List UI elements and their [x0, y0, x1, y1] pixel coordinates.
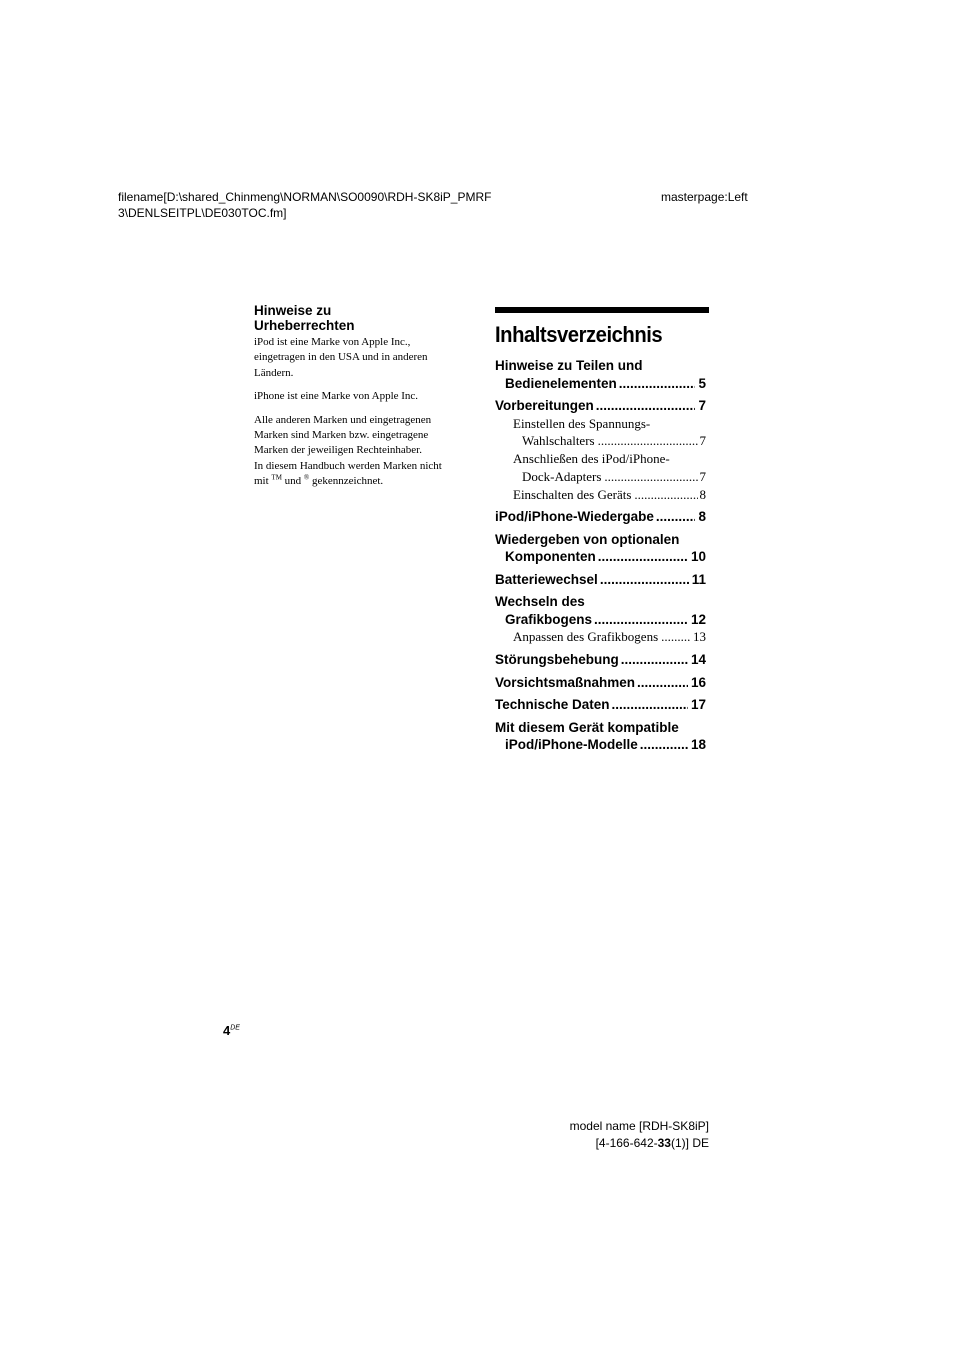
toc-entry-vorsichtsmassnahmen[interactable]: [495, 674, 706, 692]
toc-entry-text: Dock-Adapters: [522, 468, 602, 484]
notice-line: eingetragen in den USA und in anderen: [254, 351, 428, 364]
toc-entry-line: [495, 736, 706, 754]
toc-entry-text: Mit diesem Gerät kompatible: [495, 719, 679, 735]
notice-line: In diesem Handbuch werden Marken nicht: [254, 459, 442, 472]
toc-leader-dots: [598, 548, 688, 566]
toc-leader-dots: [598, 432, 698, 450]
toc-leader-dots: [634, 486, 697, 504]
toc-entry-line: [495, 674, 706, 692]
toc-entry-line: [513, 486, 706, 504]
toc-entry-text: Störungsbehebung: [495, 652, 619, 668]
toc-entry-text: iPod/iPhone-Wiedergabe: [495, 509, 654, 525]
toc-leader-dots: [619, 375, 696, 393]
trademark-symbol: TM: [271, 473, 282, 482]
toc-leader-dots: [596, 397, 696, 415]
toc-title-rule: [495, 307, 709, 313]
toc-entry-wiedergabe[interactable]: [495, 508, 706, 526]
toc-page-number: 12: [690, 611, 706, 627]
toc-page-number: 7: [699, 468, 706, 484]
notice-word: und: [284, 475, 302, 488]
toc-page-number: 8: [699, 486, 706, 502]
toc-subentry-dock-adapter[interactable]: [495, 450, 706, 486]
toc-entry-line: [495, 651, 706, 669]
toc-page-number: 7: [698, 398, 706, 413]
toc-entry-optionale-komponenten[interactable]: [495, 531, 706, 566]
folio-language-suffix: DE: [230, 1024, 240, 1032]
toc-entry-text: Grafikbogens: [505, 611, 593, 627]
notice-line: Alle anderen Marken und eingetragenen: [254, 413, 432, 426]
toc-entry-text: Anpassen des Grafikbogens: [513, 629, 659, 645]
footer-part-number: [540, 1135, 709, 1152]
notice-line: [254, 474, 464, 489]
toc-entry-stoerungsbehebung[interactable]: [495, 651, 706, 669]
notice-line: Marken sind Marken bzw. eingetragene: [254, 429, 429, 442]
toc-entry-grafikbogen[interactable]: [495, 593, 706, 628]
toc-entry-text: Hinweise zu Teilen und: [495, 358, 643, 373]
toc-leader-dots: [656, 508, 696, 526]
toc-subentry-spannungswahlschalter[interactable]: [495, 415, 706, 451]
toc-entry-vorbereitungen[interactable]: [495, 397, 706, 415]
toc-entry-text: Wiedergeben von optionalen: [495, 531, 680, 547]
notice-paragraph-iphone: [254, 389, 464, 404]
footer-part-suffix: (1)] DE: [670, 1135, 709, 1150]
toc-title: Inhaltsverzeichnis: [495, 322, 663, 347]
toc-entry-text: Anschließen des iPod/iPhone-: [513, 451, 670, 467]
toc-entry-text: Einschalten des Geräts: [513, 486, 632, 502]
toc-entry-hinweise[interactable]: [495, 357, 706, 392]
toc-leader-dots: [594, 611, 688, 629]
toc-leader-dots: [621, 651, 688, 669]
toc-leader-dots: [637, 674, 688, 692]
toc-leader-dots: [661, 628, 691, 646]
toc-leader-dots: [600, 571, 689, 589]
toc-list: [495, 357, 709, 754]
toc-entry-text: Wechseln des: [495, 594, 585, 610]
toc-entry-text: Vorbereitungen: [495, 398, 594, 413]
toc-page-number: 14: [690, 652, 706, 668]
header-filename-line2: 3\DENLSEITPL\DE030TOC.fm]: [118, 206, 287, 220]
toc-entry-text: Wahlschalters: [522, 433, 595, 449]
copyright-notice: [254, 303, 464, 498]
toc-entry-line: [495, 548, 706, 566]
toc-entry-line: [495, 611, 706, 629]
toc-entry-line: [495, 571, 706, 589]
notice-line: Marken der jeweiligen Rechteinhaber.: [254, 444, 422, 457]
toc-entry-line: [513, 468, 706, 486]
toc-subentry-einschalten[interactable]: [495, 486, 706, 504]
toc-entry-line: [495, 375, 706, 393]
toc-entry-line: [495, 696, 706, 714]
notice-line: Ländern.: [254, 366, 294, 379]
toc-entry-kompatible-modelle[interactable]: [495, 719, 706, 754]
toc-entry-text: Batteriewechsel: [495, 571, 598, 587]
notice-word: mit: [254, 475, 269, 488]
toc-page-number: 18: [690, 737, 706, 753]
notice-word: gekennzeichnet.: [312, 475, 384, 488]
toc-entry-line: [513, 628, 706, 646]
notice-paragraph-trademark-symbols: [254, 459, 464, 490]
folio-number: 4: [223, 1023, 231, 1038]
toc-entry-text: Technische Daten: [495, 697, 610, 713]
toc-entry-line: [495, 508, 706, 526]
notice-paragraph-other-marks: [254, 413, 464, 459]
table-of-contents: [495, 307, 709, 754]
footer-model-name: model name [RDH-SK8iP]: [569, 1119, 709, 1133]
toc-entry-text: Einstellen des Spannungs-: [513, 415, 651, 431]
header-filename: [118, 189, 491, 221]
toc-entry-batteriewechsel[interactable]: [495, 571, 706, 589]
toc-entry-text: iPod/iPhone-Modelle: [505, 737, 638, 753]
toc-page-number: 11: [691, 571, 706, 587]
notice-line: iPod ist eine Marke von Apple Inc.,: [254, 336, 411, 348]
header-masterpage: masterpage:Left: [661, 190, 748, 204]
notice-paragraph-ipod: [254, 335, 464, 381]
notice-title: [254, 303, 464, 333]
toc-entry-line: [513, 432, 706, 450]
toc-page-number: 8: [698, 509, 706, 525]
toc-page-number: 16: [690, 674, 706, 690]
notice-title-line2: Urheberrechten: [254, 318, 355, 333]
notice-title-line1: Hinweise zu: [254, 303, 332, 318]
toc-leader-dots: [604, 468, 697, 486]
toc-page-number: 17: [690, 697, 706, 713]
toc-page-number: 5: [698, 375, 706, 391]
footer-part-prefix: [4-166-642-: [595, 1135, 658, 1150]
toc-page-number: 7: [699, 433, 706, 449]
notice-line: iPhone ist eine Marke von Apple Inc.: [254, 390, 419, 403]
header-filename-line1: filename[D:\shared_Chinmeng\NORMAN\SO0090\RDH-SK8iP_PMRF: [118, 190, 492, 204]
toc-entry-text: Bedienelementen: [505, 375, 617, 391]
toc-page-number: 10: [690, 549, 706, 565]
toc-leader-dots: [612, 696, 688, 714]
footer-part-bold: 33: [657, 1135, 671, 1150]
toc-leader-dots: [640, 736, 688, 754]
toc-subentry-anpassen-grafikbogen[interactable]: [495, 628, 706, 646]
toc-entry-text: Komponenten: [505, 549, 596, 565]
toc-entry-line: [495, 397, 706, 415]
footer-model-info: [540, 1118, 709, 1151]
page-folio: [223, 1023, 240, 1038]
toc-page-number: 13: [693, 629, 706, 645]
toc-entry-technische-daten[interactable]: [495, 696, 706, 714]
toc-entry-text: Vorsichtsmaßnahmen: [495, 674, 636, 690]
registered-symbol: ®: [303, 473, 310, 482]
